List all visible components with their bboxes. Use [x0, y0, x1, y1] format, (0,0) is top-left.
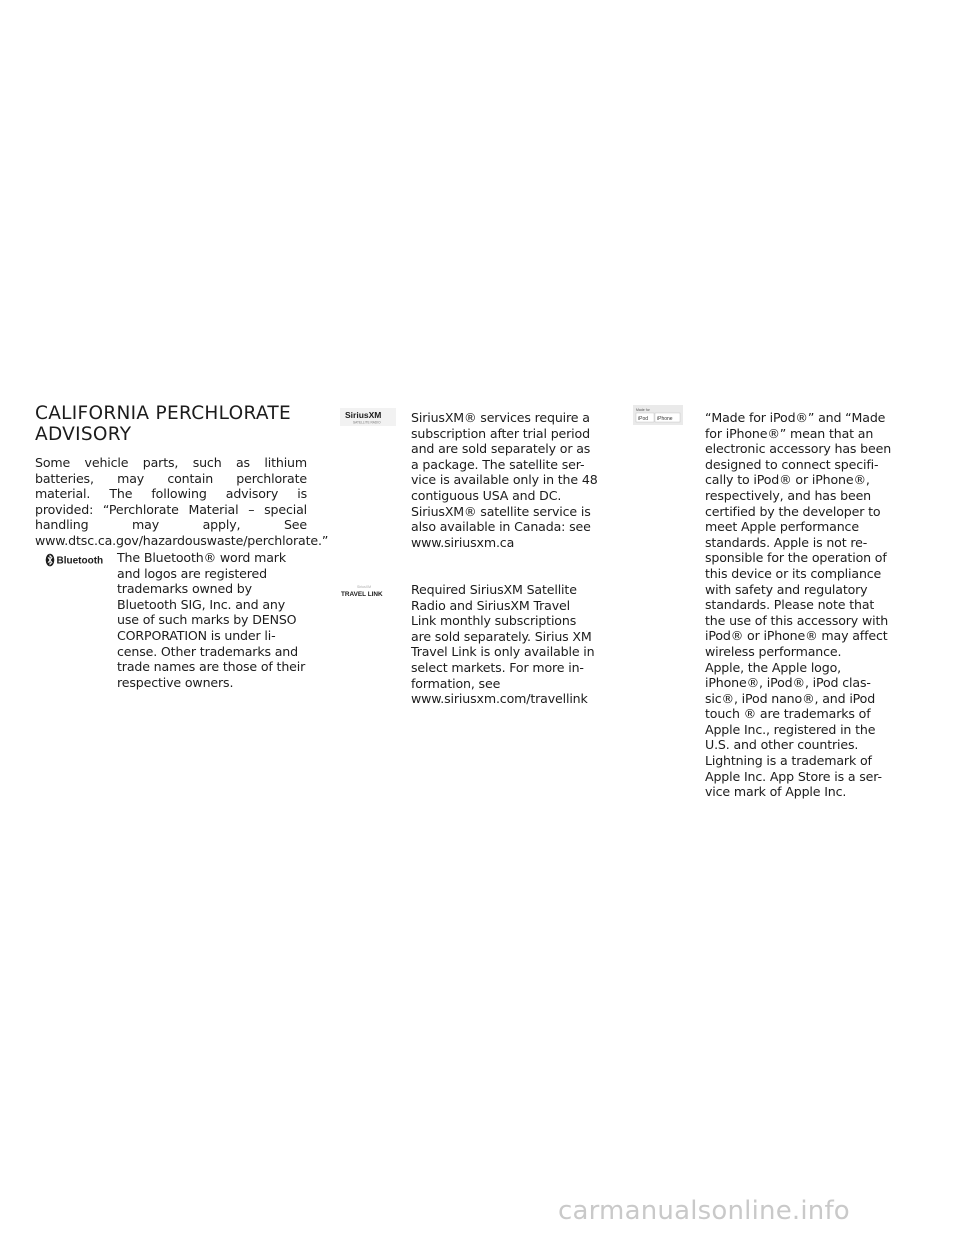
made-for-ipod-iphone-logo	[633, 405, 683, 425]
siriusxm-notice	[411, 410, 611, 550]
heading-line-1: CALIFORNIA PERCHLORATE	[35, 403, 291, 424]
apple-line: designed to connect specifi-	[705, 456, 879, 472]
apple-line: certified by the developer to	[705, 503, 881, 519]
made-for-ipod-iphone-icon	[633, 405, 683, 425]
bluetooth-notice	[117, 550, 317, 690]
siriusxm-line: a package. The satellite ser-	[411, 456, 585, 472]
apple-line: electronic accessory has been	[705, 441, 892, 457]
siriusxm-line: SiriusXM® services require a	[411, 410, 590, 425]
bluetooth-line: The Bluetooth® word mark	[117, 550, 286, 565]
siriusxm-line: SiriusXM® satellite service is	[411, 503, 591, 519]
apple-line: Apple Inc. App Store is a ser-	[705, 768, 882, 784]
siriusxm-line: subscription after trial period	[411, 425, 590, 441]
siriusxm-line: vice is available only in the 48	[411, 472, 598, 488]
travel-link-line: formation, see	[411, 675, 501, 691]
travel-link-line: are sold separately. Sirius XM	[411, 628, 592, 644]
travel-link-line: Link monthly subscriptions	[411, 613, 577, 629]
apple-line: wireless performance.	[705, 643, 842, 659]
apple-line: cally to iPod® or iPhone®,	[705, 472, 870, 488]
bluetooth-line: trademarks owned by	[117, 581, 252, 597]
apple-line: standards. Apple is not re-	[705, 534, 868, 550]
bluetooth-line: trade names are those of their	[117, 659, 306, 675]
apple-line: iPhone®, iPod®, iPod clas-	[705, 675, 871, 691]
apple-line: respectively, and has been	[705, 487, 872, 503]
bluetooth-logo-text: Bluetooth	[56, 555, 104, 567]
apple-line: touch ® are trademarks of	[705, 706, 871, 722]
apple-line: with safety and regulatory	[705, 581, 868, 597]
page-title	[35, 403, 305, 445]
apple-logo-iphone: iPhone	[657, 416, 673, 422]
apple-line: “Made for iPod®” and “Made	[705, 410, 886, 425]
bluetooth-line: cense. Other trademarks and	[117, 643, 298, 659]
travel-link-line: select markets. For more in-	[411, 659, 584, 675]
apple-line: sponsible for the operation of	[705, 550, 887, 566]
apple-line: sic®, iPod nano®, and iPod	[705, 690, 876, 706]
apple-line: Apple, the Apple logo,	[705, 659, 841, 675]
siriusxm-line: and are sold separately or as	[411, 441, 591, 457]
travel-link-line: Required SiriusXM Satellite	[411, 582, 577, 597]
siriusxm-line: also available in Canada: see	[411, 519, 591, 535]
bluetooth-line: use of such marks by DENSO	[117, 612, 297, 628]
siriusxm-logo-sub: SATELLITE RADIO	[353, 420, 381, 425]
travel-link-line: www.siriusxm.com/travellink	[411, 691, 588, 707]
perchlorate-advisory-text: Some vehicle parts, such as lithium batteries, may contain perchlorate material. The following advisory is provided: “Perchlorate Material – special handling may apply, See www.dtsc.ca.gov/hazardouswaste/perchlorate.”	[35, 455, 329, 548]
siriusxm-logo	[340, 408, 396, 426]
travel-link-logo-main: TRAVEL LINK	[341, 591, 383, 598]
apple-line: the use of this accessory with	[705, 612, 889, 628]
bluetooth-icon	[45, 553, 105, 567]
travel-link-logo	[340, 583, 396, 599]
bluetooth-line: respective owners.	[117, 674, 234, 690]
heading-line-2: ADVISORY	[35, 424, 132, 445]
apple-notice	[705, 410, 925, 800]
apple-line: U.S. and other countries.	[705, 737, 859, 753]
travel-link-line: Travel Link is only available in	[411, 644, 595, 660]
apple-line: Apple Inc., registered in the	[705, 721, 876, 737]
bluetooth-line: CORPORATION is under li-	[117, 627, 276, 643]
travel-link-line: Radio and SiriusXM Travel	[411, 597, 570, 613]
travel-link-logo-top: SiriusXM	[357, 585, 372, 589]
siriusxm-line: www.siriusxm.ca	[411, 534, 515, 550]
apple-line: this device or its compliance	[705, 565, 882, 581]
site-watermark: carmanualsonline.info	[558, 1196, 850, 1226]
travel-link-icon	[340, 583, 396, 599]
apple-line: Lightning is a trademark of	[705, 753, 872, 769]
apple-line: standards. Please note that	[705, 597, 875, 613]
bluetooth-line: Bluetooth SIG, Inc. and any	[117, 596, 286, 612]
apple-logo-top: Made for	[636, 408, 650, 412]
apple-line: meet Apple performance	[705, 519, 859, 535]
siriusxm-logo-main: SiriusXM	[345, 410, 382, 420]
bluetooth-line: and logos are registered	[117, 565, 267, 581]
apple-line: for iPhone®” mean that an	[705, 425, 874, 441]
siriusxm-icon	[340, 408, 396, 426]
left-column	[35, 403, 329, 549]
apple-line: vice mark of Apple Inc.	[705, 784, 847, 800]
bluetooth-logo	[45, 552, 105, 566]
apple-line: iPod® or iPhone® may affect	[705, 628, 888, 644]
siriusxm-line: contiguous USA and DC.	[411, 487, 562, 503]
travel-link-notice	[411, 582, 611, 707]
apple-logo-ipod: iPod	[638, 416, 649, 422]
